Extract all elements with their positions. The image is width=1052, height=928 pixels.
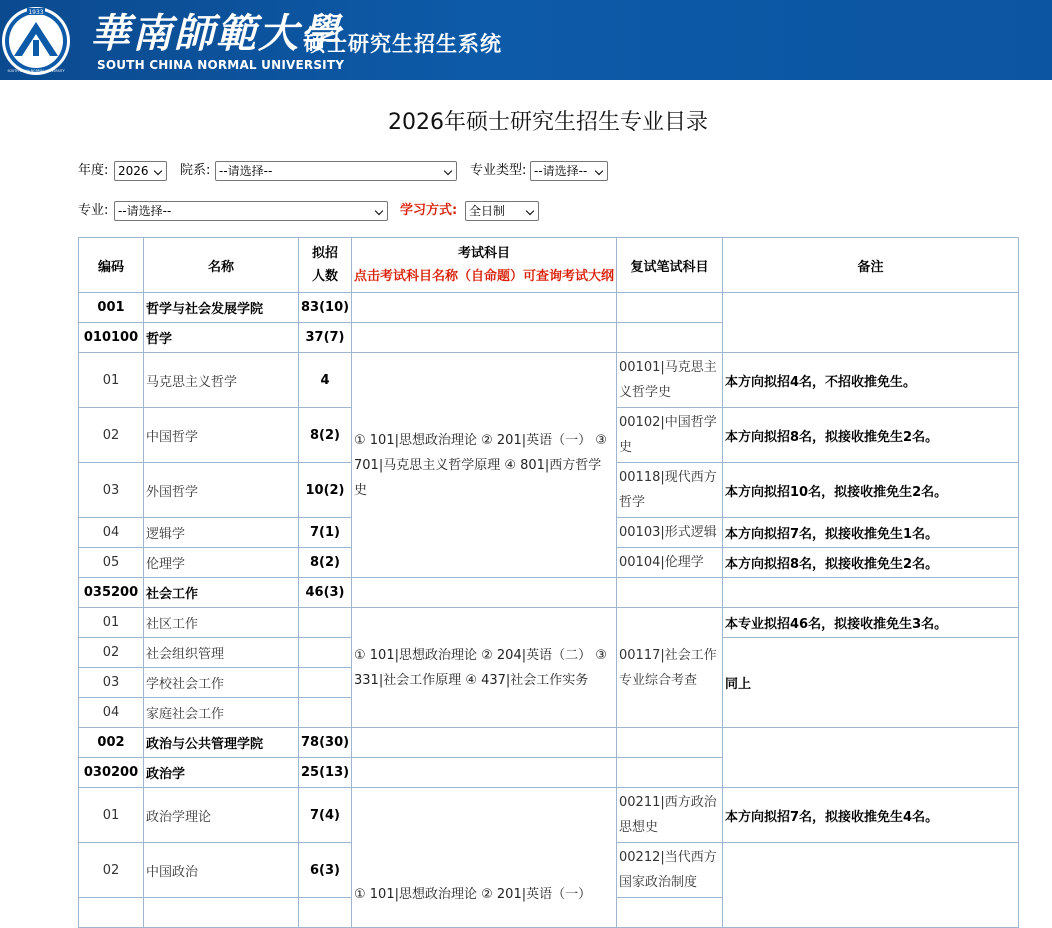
major-name: 哲学	[144, 323, 299, 353]
header-exam	[352, 238, 617, 293]
department-select[interactable]: --请选择--	[215, 161, 457, 181]
major-code: 010100	[79, 323, 144, 353]
major-name: 社会工作	[144, 578, 299, 608]
header-code: 编码	[79, 238, 144, 293]
department-label: 院系:	[180, 163, 211, 178]
header-retest: 复试笔试科目	[617, 238, 723, 293]
dept-name: 哲学与社会发展学院	[144, 293, 299, 323]
header-exam-label: 考试科目	[457, 246, 510, 261]
exam-subjects-link[interactable]: ① 101|思想政治理论 ② 201|英语（一） ③ 701|马克思主义哲学原理 ④ 801|西方哲学史	[352, 353, 617, 578]
table-row	[79, 728, 1019, 758]
table-row: 03 学校社会工作	[79, 668, 1019, 698]
table-row	[79, 578, 1019, 608]
svg-text:1933: 1933	[28, 9, 44, 16]
university-emblem-icon	[0, 0, 72, 80]
svg-text:SOUTH CHINA NORMAL UNIVERSITY: SOUTH CHINA NORMAL UNIVERSITY	[7, 69, 65, 73]
year-label: 年度:	[78, 163, 109, 178]
table-row: 02 中国哲学 8(2) 00102|中国哲学史 本方向拟招8名，拟接收推免生2名。	[79, 408, 1019, 463]
major-quota: 37(7)	[299, 323, 352, 353]
major-type-select[interactable]: --请选择--	[530, 161, 608, 181]
dept-quota: 83(10)	[299, 293, 352, 323]
dept-quota: 78(30)	[299, 728, 352, 758]
dept-code: 002	[79, 728, 144, 758]
header-banner	[0, 0, 1052, 80]
system-name: 硕士研究生招生系统	[304, 32, 502, 56]
major-quota: 46(3)	[299, 578, 352, 608]
major-select[interactable]: --请选择--	[114, 201, 388, 221]
major-code: 030200	[79, 758, 144, 788]
table-row: 04 家庭社会工作	[79, 698, 1019, 728]
header-exam-hint: 点击考试科目名称（自命题）可查询考试大纲	[354, 269, 615, 284]
table-header-row	[79, 238, 1019, 293]
major-name: 政治学	[144, 758, 299, 788]
table-row: 01 马克思主义哲学 4 ① 101|思想政治理论 ② 201|英语（一） ③ 701|马克思主义哲学原理 ④ 801|西方哲学史 00101|马克思主义哲学史 本方向拟招4名，不招收推免生。	[79, 353, 1019, 408]
table-row: 04 逻辑学 7(1) 00103|形式逻辑 本方向拟招7名，拟接收推免生1名。	[79, 518, 1019, 548]
major-label: 专业:	[78, 203, 109, 218]
header-quota-line2: 人数	[311, 269, 338, 284]
dept-name: 政治与公共管理学院	[144, 728, 299, 758]
exam-subjects-link[interactable]: ① 101|思想政治理论 ② 201|英语（一）	[352, 788, 617, 928]
table-row: 03 外国哲学 10(2) 00118|现代西方哲学 本方向拟招10名，拟接收推免生2名。	[79, 463, 1019, 518]
header-quota	[299, 238, 352, 293]
table-row: 01 社区工作 ① 101|思想政治理论 ② 204|英语（二） ③ 331|社会工作原理 ④ 437|社会工作实务 00117|社会工作专业综合考查 本专业拟招46名，拟接收推免生3名。	[79, 608, 1019, 638]
catalog-table	[78, 237, 1019, 928]
page-title: 2026年硕士研究生招生专业目录	[388, 110, 708, 135]
table-row: 02 中国政治 6(3) 00212|当代西方国家政治制度	[79, 843, 1019, 898]
year-select[interactable]: 2026	[114, 161, 167, 181]
table-row: 05 伦理学 8(2) 00104|伦理学 本方向拟招8名，拟接收推免生2名。	[79, 548, 1019, 578]
study-mode-select[interactable]: 全日制	[465, 201, 539, 221]
header-quota-line1: 拟招	[311, 246, 338, 261]
dept-code: 001	[79, 293, 144, 323]
study-mode-label: 学习方式:	[400, 203, 458, 218]
table-row: 01 政治学理论 7(4) ① 101|思想政治理论 ② 201|英语（一） 00211|西方政治思想史 本方向拟招7名，拟接收推免生4名。	[79, 788, 1019, 843]
table-row	[79, 293, 1019, 323]
major-quota: 25(13)	[299, 758, 352, 788]
header-name: 名称	[144, 238, 299, 293]
header-note: 备注	[723, 238, 1019, 293]
table-row: 02 社会组织管理 同上	[79, 638, 1019, 668]
exam-subjects-link[interactable]: ① 101|思想政治理论 ② 204|英语（二） ③ 331|社会工作原理 ④ 437|社会工作实务	[352, 608, 617, 728]
university-chinese-name: 華南師範大學	[90, 10, 342, 57]
major-code: 035200	[79, 578, 144, 608]
major-type-label: 专业类型:	[470, 163, 527, 178]
university-english-name: SOUTH CHINA NORMAL UNIVERSITY	[97, 58, 345, 72]
